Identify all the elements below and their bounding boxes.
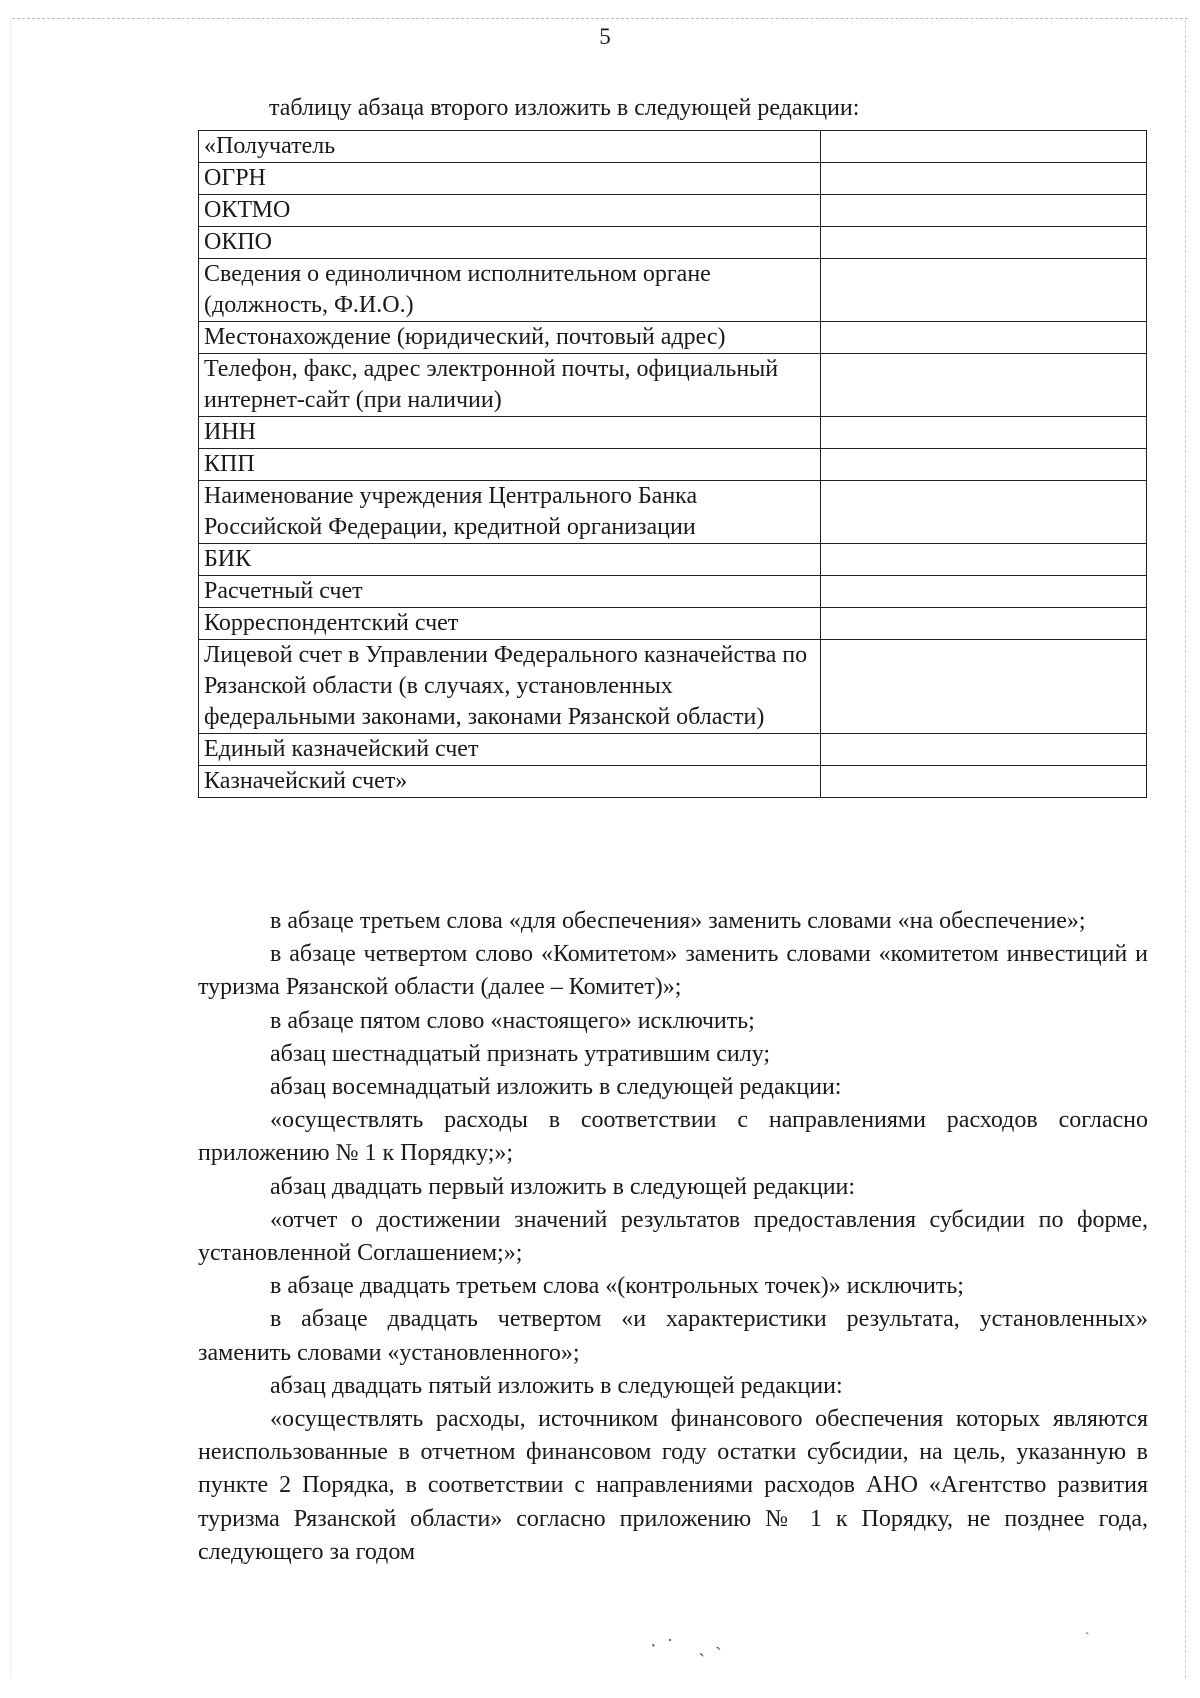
paragraph: в абзаце пятом слово «настоящего» исключить; [270,1007,755,1034]
row-label: ОГРН [199,163,821,195]
scan-specks: ·˙ ˎ˴ [650,1635,732,1657]
paragraph: «осуществлять расходы, источником финансового обеспечения которых являются неиспользованные в отчетном финансовом году остатки субсидии, на цель, указанную в пункте 2 Порядка, в соответствии с направлениями расходов АНО «Агентство развития туризма Рязанской области» согласно приложению № 1 к Порядку, не позднее года, следующего за годом [198,1406,1148,1565]
row-label: «Получатель [199,131,821,163]
row-value [820,417,1147,449]
row-value [820,195,1147,227]
table-row [199,163,1147,195]
row-value [820,640,1147,734]
table-row [199,322,1147,354]
table-row [199,544,1147,576]
table-row [199,576,1147,608]
recipient-details-table [198,130,1147,798]
table-row [199,354,1147,417]
row-value [820,734,1147,766]
row-value [820,227,1147,259]
paragraph: в абзаце двадцать третьем слова «(контрольных точек)» исключить; [270,1273,964,1300]
paragraph: абзац двадцать первый изложить в следующей редакции: [270,1173,856,1200]
row-label: КПП [199,449,821,481]
table-row [199,481,1147,544]
paragraph: в абзаце двадцать четвертом «и характеристики результата, установленных» заменить словами «установленного»; [198,1306,1148,1366]
table-row [199,449,1147,481]
row-value [820,131,1147,163]
row-value [820,544,1147,576]
row-label: Казначейский счет» [199,766,821,798]
row-label: ИНН [199,417,821,449]
row-value [820,576,1147,608]
table-row [199,734,1147,766]
row-value [820,449,1147,481]
intro-paragraph: таблицу абзаца второго изложить в следующей редакции: [269,95,860,121]
row-label: Расчетный счет [199,576,821,608]
row-label: Единый казначейский счет [199,734,821,766]
paragraph: абзац двадцать пятый изложить в следующей редакции: [270,1372,843,1399]
paragraph: в абзаце третьем слова «для обеспечения» заменить словами «на обеспечение»; [270,908,1086,934]
table-row [199,259,1147,322]
row-label: Корреспондентский счет [199,608,821,640]
row-label: Лицевой счет в Управлении Федерального казначейства по Рязанской области (в случаях, установленных федеральными законами, законами Рязанской области) [199,640,821,734]
row-label: Наименование учреждения Центрального Банка Российской Федерации, кредитной организации [199,481,821,544]
table-row [199,131,1147,163]
row-label: ОКТМО [199,195,821,227]
table-row [199,608,1147,640]
row-label: ОКПО [199,227,821,259]
table-row [199,417,1147,449]
amendment-text [198,905,1148,1569]
paragraph: абзац восемнадцатый изложить в следующей редакции: [270,1074,842,1101]
scan-edge-top [12,18,1188,19]
paragraph: абзац шестнадцатый признать утратившим силу; [270,1040,771,1067]
row-value [820,481,1147,544]
scan-edge-right [1185,20,1186,1678]
row-value [820,259,1147,322]
paragraph: в абзаце четвертом слово «Комитетом» заменить словами «комитетом инвестиций и туризма Рязанской области (далее – Комитет)»; [198,941,1148,1001]
table-row [199,640,1147,734]
row-value [820,766,1147,798]
page-number: 5 [599,24,611,49]
table-row [199,227,1147,259]
row-value [820,322,1147,354]
row-label: Телефон, факс, адрес электронной почты, официальный интернет-сайт (при наличии) [199,354,821,417]
row-label: Сведения о единоличном исполнительном органе (должность, Ф.И.О.) [199,259,821,322]
row-label: БИК [199,544,821,576]
row-value [820,354,1147,417]
row-label: Местонахождение (юридический, почтовый адрес) [199,322,821,354]
table-row [199,766,1147,798]
paragraph: «осуществлять расходы в соответствии с направлениями расходов согласно приложению № 1 к Порядку;»; [198,1107,1148,1167]
table-row [199,195,1147,227]
paragraph: «отчет о достижении значений результатов предоставления субсидии по форме, установленной Соглашением;»; [198,1206,1148,1267]
scan-speck: ˴ [1085,1625,1090,1640]
row-value [820,608,1147,640]
scan-edge-left [10,20,11,1678]
row-value [820,163,1147,195]
